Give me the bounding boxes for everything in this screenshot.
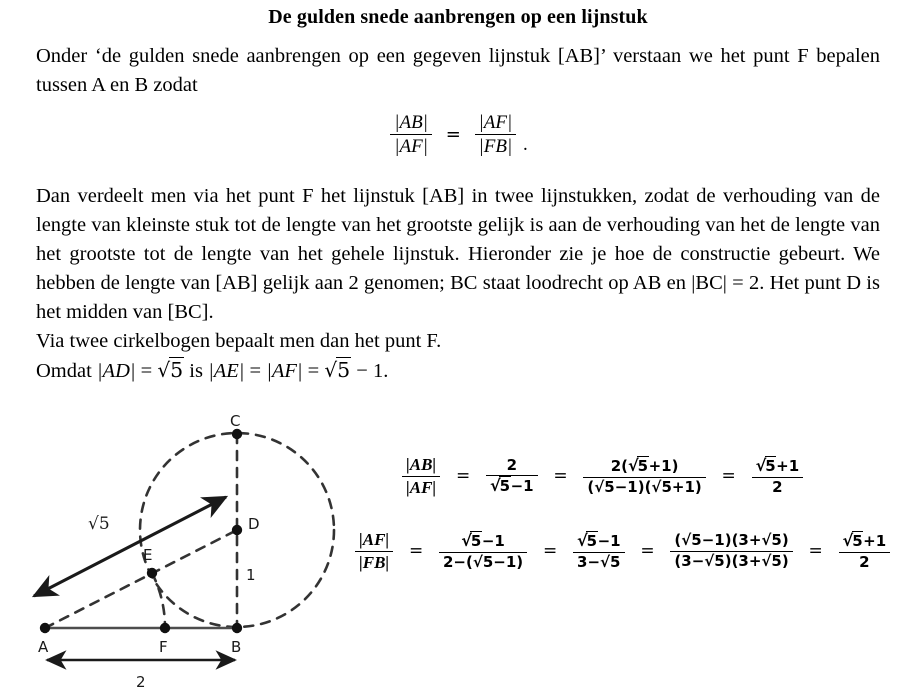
numerator-ab: |AB| <box>390 112 432 135</box>
point-b <box>232 623 242 633</box>
sqrt-five-1: √5 <box>157 358 184 382</box>
den-af: |AF| <box>406 478 437 498</box>
frac-step-1 <box>439 532 527 571</box>
ae-length: |AE| <box>208 360 245 382</box>
den-3-minus-sqrt5: 3−√5 <box>577 552 621 571</box>
numerator-af: |AF| <box>475 112 517 135</box>
frac-rationalized-1 <box>583 457 705 496</box>
frac-af-fb <box>355 530 393 572</box>
point-d <box>232 525 242 535</box>
point-c <box>232 429 242 439</box>
arc-e-to-f <box>152 573 165 628</box>
den-sqrt5-minus-1: √5−1 <box>489 476 534 496</box>
point-f <box>160 623 170 633</box>
num-sqrt5-plus-1: √5+1 <box>752 457 804 478</box>
label-f: F <box>159 638 168 656</box>
den-fb: |FB| <box>359 553 390 573</box>
minus-one: − 1. <box>356 360 389 382</box>
point-e <box>147 568 157 578</box>
frac-golden-ratio-2 <box>839 532 891 571</box>
equals-3: = <box>307 360 320 382</box>
label-d: D <box>248 515 260 533</box>
eq-r2-c: = <box>640 541 655 562</box>
omdat-word: Omdat <box>36 360 92 382</box>
frac-2-over-sqrt5-minus-1 <box>486 457 538 496</box>
label-a: A <box>38 638 49 656</box>
arcs-line-2 <box>36 356 880 386</box>
equals-sign: = <box>445 124 461 146</box>
af-length: |AF| <box>266 360 303 382</box>
golden-ratio-construction-figure <box>14 412 374 700</box>
label-c: C <box>230 412 241 430</box>
intro-paragraph: Onder ‘de gulden snede aanbrengen op een gegeven lijnstuk [AB]’ verstaan we het punt F bepalen tussen A en B zodat <box>36 45 880 96</box>
eq-r2-d: = <box>808 541 823 562</box>
frac-golden-ratio-1 <box>752 457 804 496</box>
num-af: |AF| <box>355 530 393 552</box>
arcs-line-1: Via twee cirkelbogen bepaalt men dan het punt F. <box>36 330 442 352</box>
num-two: 2 <box>486 457 538 477</box>
arcs-paragraph <box>36 327 880 386</box>
num-ab: |AB| <box>402 455 440 477</box>
eq-r1-b: = <box>553 466 568 487</box>
eq-r2-b: = <box>542 541 558 562</box>
den-2-minus-paren: 2−(√5−1) <box>442 552 524 571</box>
ad-length: |AD| <box>96 360 136 382</box>
frac-step-2 <box>573 532 625 571</box>
label-one: 1 <box>246 566 256 584</box>
denominator-fb: |FB| <box>478 136 513 158</box>
den-conjugate-product-1: (√5−1)(√5+1) <box>587 477 702 496</box>
is-word: is <box>189 360 203 382</box>
eq-r1-a: = <box>455 466 471 487</box>
equals-2: = <box>249 360 262 382</box>
derivation-row-ab-af <box>399 455 806 497</box>
fraction-af-fb <box>475 112 517 158</box>
point-a <box>40 623 50 633</box>
num-sqrt5-minus-1-b: √5−1 <box>573 532 625 553</box>
label-e: E <box>143 546 153 564</box>
page-title: De gulden snede aanbrengen op een lijnstuk <box>268 6 648 28</box>
den-conjugate-product-2: (3−√5)(3+√5) <box>674 552 789 571</box>
display-equation <box>0 112 916 158</box>
label-b: B <box>231 638 242 656</box>
main-paragraph: Dan verdeelt men via het punt F het lijnstuk [AB] in twee lijnstukken, zodat de verhouding van de lengte van kleinste stuk tot de lengte van het grootste gelijk is aan de verhouding van het de lengte van het grootste tot de lengte van het gehele lijnstuk. Hieronder zie je hoe de constructie gebeurt. We hebben de lengte van [AB] gelijk aan 2 genomen; BC staat loodrecht op AB en |BC| = 2. Het punt D is het midden van [BC]. <box>36 185 880 323</box>
den-two: 2 <box>772 477 783 496</box>
num-conjugate-product-2: (√5−1)(3+√5) <box>670 532 792 552</box>
num-2-sqrt5-plus-1: 2(√5+1) <box>583 457 705 478</box>
equation-period: . <box>522 133 528 155</box>
label-sqrt-five: √5 <box>88 514 110 534</box>
eq-r1-c: = <box>721 466 736 487</box>
equals-1: = <box>140 360 153 382</box>
frac-ab-af <box>402 455 440 497</box>
label-two: 2 <box>136 673 146 691</box>
frac-rationalized-2 <box>670 532 792 570</box>
num-sqrt5-minus-1-a: √5−1 <box>439 532 527 553</box>
derivation-row-af-fb <box>352 530 893 572</box>
den-two-b: 2 <box>859 552 870 571</box>
denominator-af: |AF| <box>394 136 428 158</box>
sqrt-five-2: √5 <box>324 358 351 382</box>
num-sqrt5-plus-1-b: √5+1 <box>839 532 891 553</box>
eq-r2-a: = <box>408 541 424 562</box>
fraction-ab-af <box>390 112 432 158</box>
ray-sqrt5-double-arrow <box>34 497 226 596</box>
